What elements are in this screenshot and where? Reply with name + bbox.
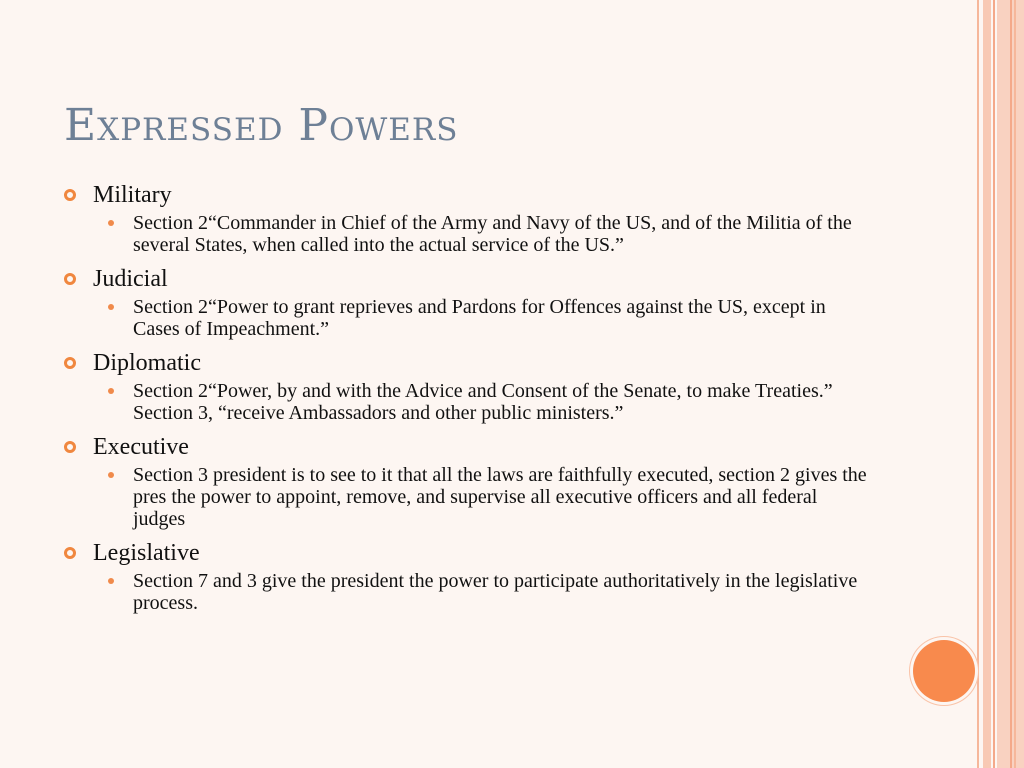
decorative-stripe: [1010, 0, 1012, 768]
list-item-military: [64, 180, 884, 256]
bullet-detail: Section 2“Commander in Chief of the Army and Navy of the US, and of the Militia of the several States, when called into the actual service of the US.”: [133, 212, 852, 256]
decorative-stripe: [993, 0, 995, 768]
dot-bullet-icon: [108, 388, 114, 394]
decorative-stripe: [977, 0, 979, 768]
bullet-heading: Executive: [93, 434, 189, 460]
accent-circle-icon: [913, 640, 975, 702]
list-item-legislative: [64, 538, 884, 614]
list-item-diplomatic: [64, 348, 884, 424]
dot-bullet-icon: [108, 304, 114, 310]
bullet-heading: Legislative: [93, 540, 200, 566]
circle-bullet-icon: [64, 273, 76, 285]
circle-bullet-icon: [64, 547, 76, 559]
bullet-heading: Diplomatic: [93, 350, 201, 376]
dot-bullet-icon: [108, 220, 114, 226]
circle-bullet-icon: [64, 189, 76, 201]
bullet-detail: Section 2“Power, by and with the Advice and Consent of the Senate, to make Treaties.” Section 3, “receive Ambassadors and other public ministers.”: [133, 380, 833, 424]
bullet-detail: Section 2“Power to grant reprieves and Pardons for Offences against the US, except in Cases of Impeachment.”: [133, 296, 826, 340]
list-item-executive: [64, 432, 884, 530]
decorative-stripe: [1014, 0, 1016, 768]
bullet-detail: Section 3 president is to see to it that all the laws are faithfully executed, section 2 gives the pres the power to appoint, remove, and supervise all executive officers and all federal judges: [133, 464, 867, 530]
bullet-list: [64, 180, 884, 622]
circle-bullet-icon: [64, 441, 76, 453]
bullet-heading: Military: [93, 182, 172, 208]
bullet-heading: Judicial: [93, 266, 168, 292]
bullet-detail: Section 7 and 3 give the president the power to participate authoritatively in the legislative process.: [133, 570, 858, 614]
dot-bullet-icon: [108, 578, 114, 584]
list-item-judicial: [64, 264, 884, 340]
decorative-stripe: [983, 0, 991, 768]
dot-bullet-icon: [108, 472, 114, 478]
circle-bullet-icon: [64, 357, 76, 369]
slide-title: Expressed Powers: [64, 100, 459, 151]
